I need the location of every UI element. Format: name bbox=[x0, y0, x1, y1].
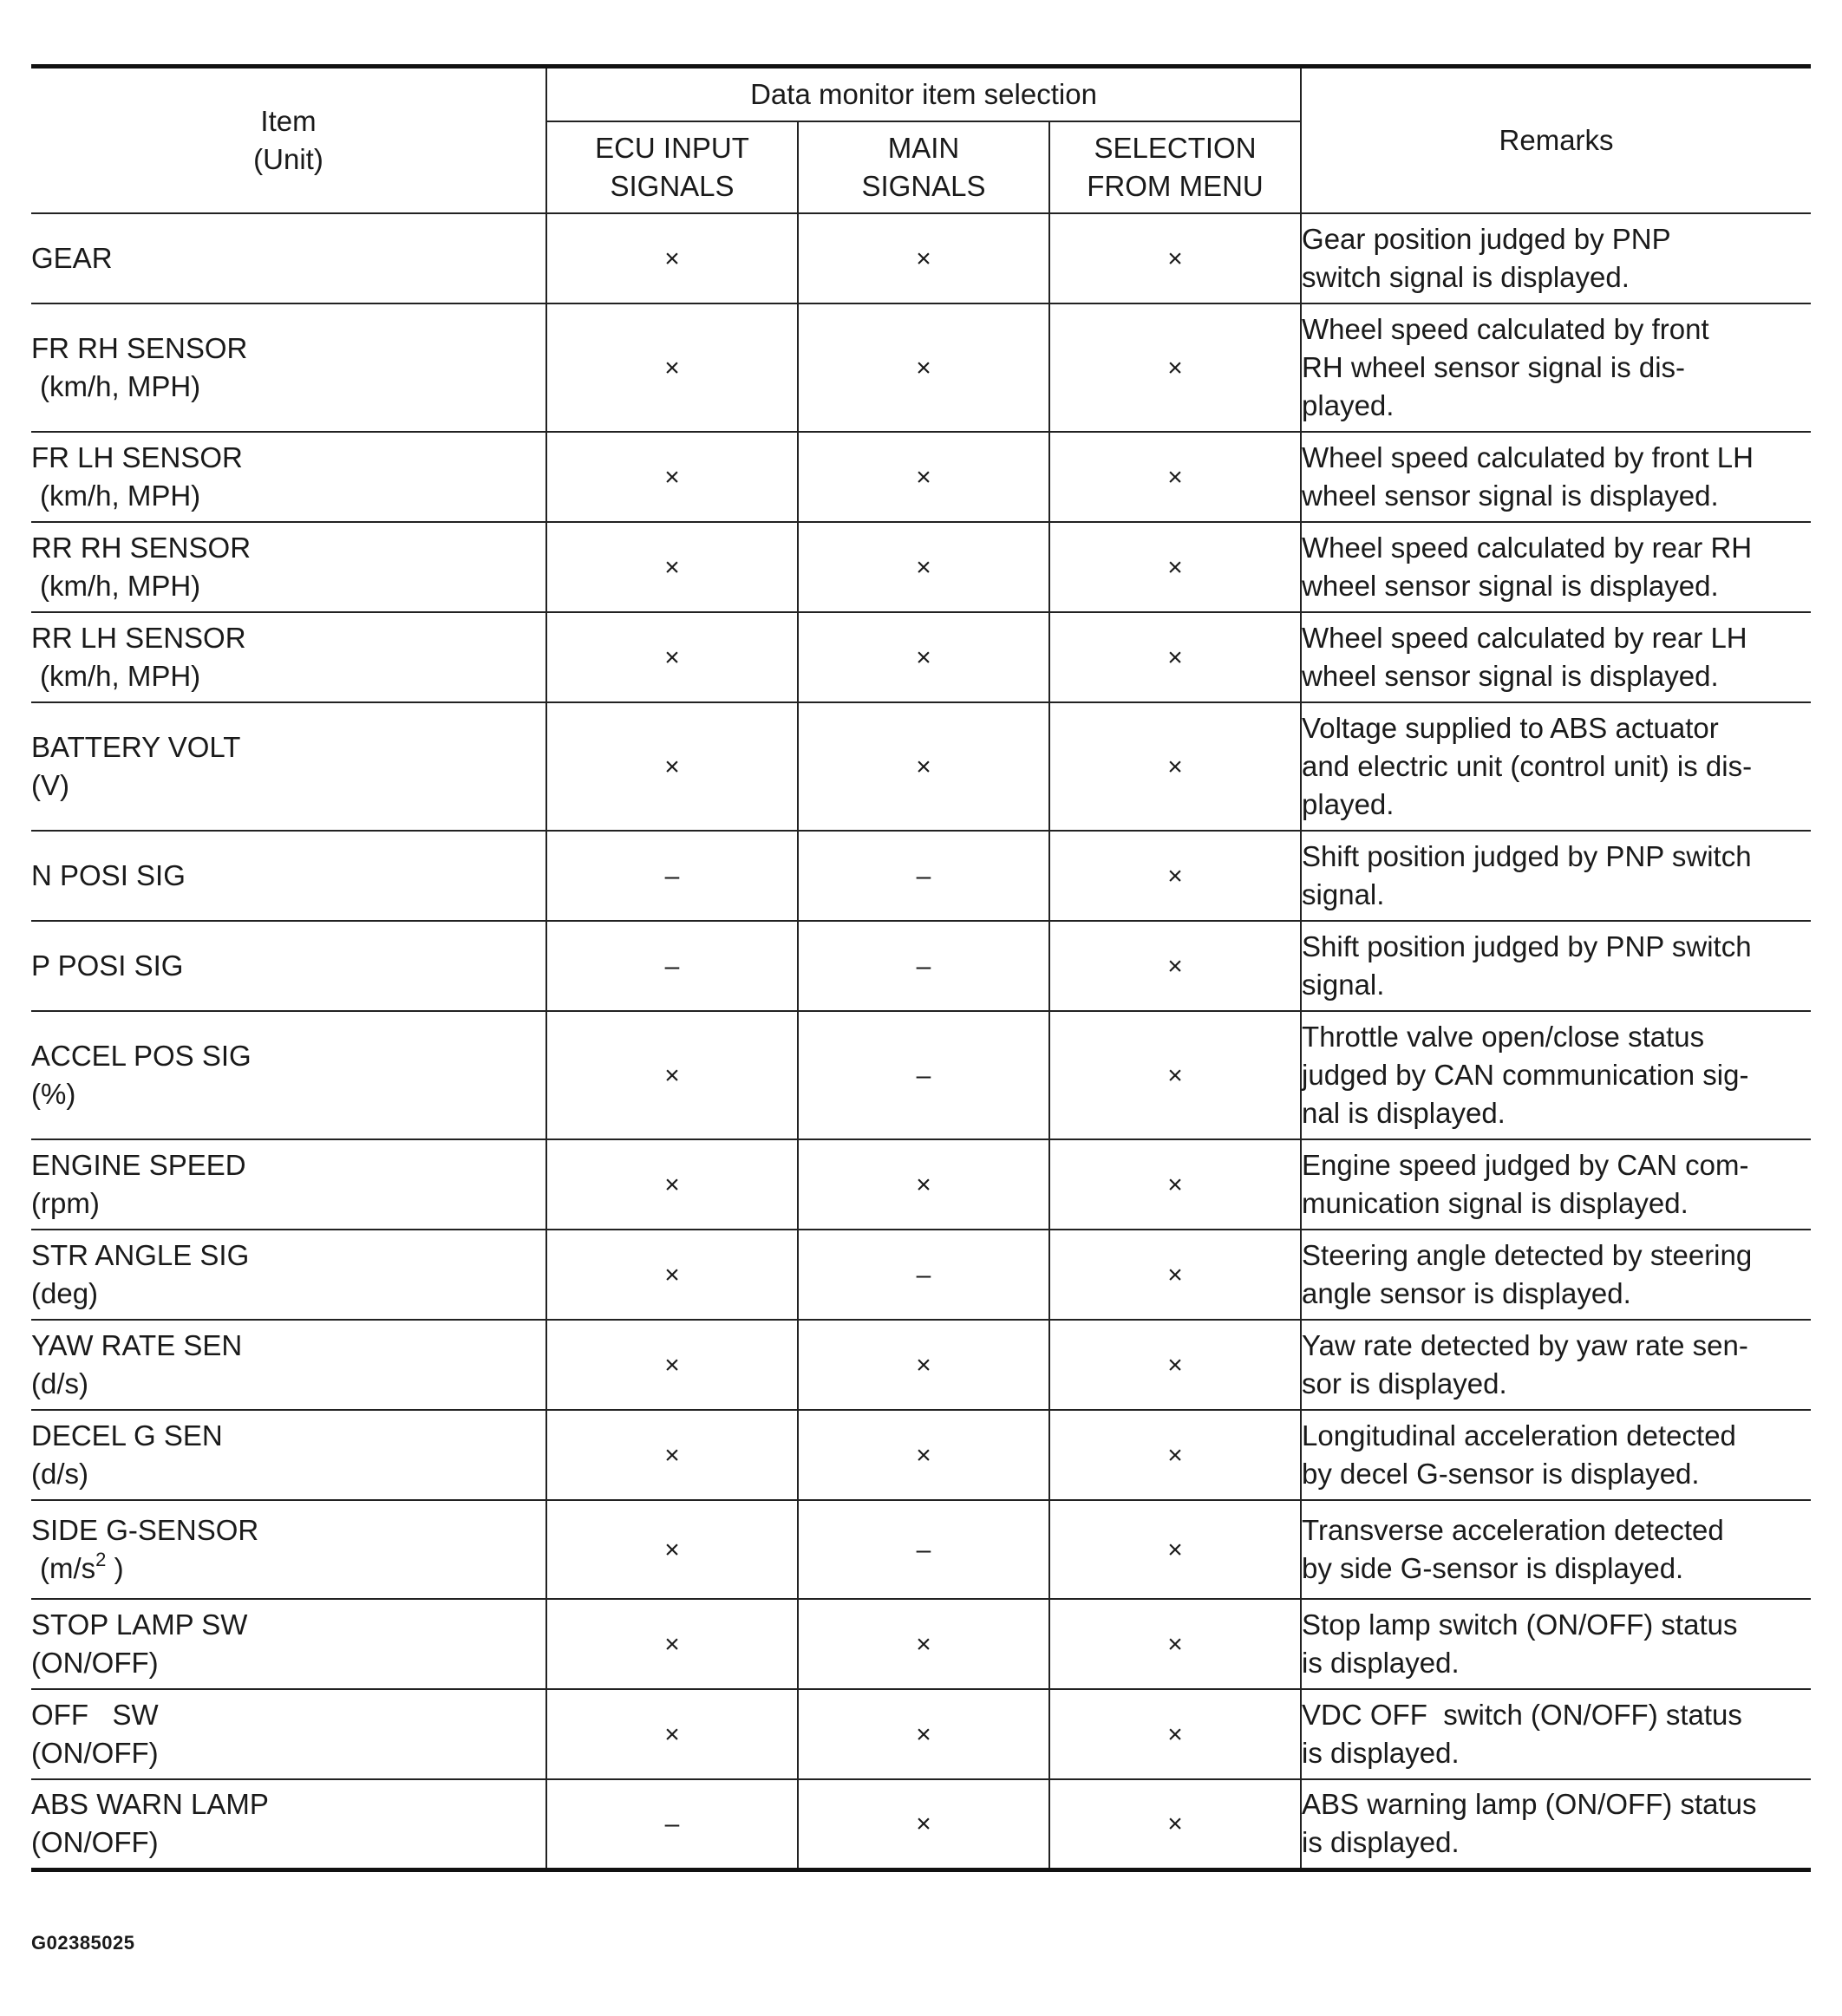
selection-menu-mark-cell bbox=[1049, 1779, 1301, 1869]
remarks-line: is displayed. bbox=[1302, 1826, 1460, 1859]
item-unit: (d/s) bbox=[31, 1367, 88, 1399]
selection-menu-mark: × bbox=[1167, 1441, 1183, 1470]
selection-menu-mark-cell bbox=[1049, 1320, 1301, 1410]
remarks-cell bbox=[1301, 1779, 1811, 1869]
selection-menu-mark: × bbox=[1167, 354, 1183, 382]
item-name: GEAR bbox=[31, 242, 113, 274]
remarks-line: munication signal is displayed. bbox=[1302, 1187, 1688, 1219]
item-cell bbox=[31, 522, 546, 612]
item-cell bbox=[31, 1599, 546, 1689]
main-signals-mark-cell bbox=[798, 612, 1049, 702]
item-name: BATTERY VOLT bbox=[31, 731, 241, 763]
remarks-line: ABS warning lamp (ON/OFF) status bbox=[1302, 1788, 1757, 1821]
table-row bbox=[31, 1689, 1811, 1779]
remarks-line: wheel sensor signal is displayed. bbox=[1302, 660, 1719, 692]
remarks-line: VDC OFF switch (ON/OFF) status bbox=[1302, 1699, 1742, 1731]
main-signals-mark-cell bbox=[798, 1500, 1049, 1599]
item-cell bbox=[31, 1320, 546, 1410]
selection-menu-mark: × bbox=[1167, 1630, 1183, 1659]
ecu-input-mark: – bbox=[664, 952, 680, 981]
main-signals-mark-cell bbox=[798, 1599, 1049, 1689]
selection-menu-mark-cell bbox=[1049, 1410, 1301, 1500]
main-signals-mark: × bbox=[916, 643, 931, 672]
selection-menu-mark: × bbox=[1167, 1061, 1183, 1090]
selection-menu-mark-cell bbox=[1049, 213, 1301, 303]
selection-menu-mark-cell bbox=[1049, 303, 1301, 432]
ecu-input-mark: × bbox=[664, 1630, 680, 1659]
item-cell bbox=[31, 303, 546, 432]
remarks-line: signal. bbox=[1302, 969, 1385, 1001]
remarks-cell bbox=[1301, 831, 1811, 921]
ecu-input-mark: – bbox=[664, 862, 680, 891]
remarks-line: signal. bbox=[1302, 878, 1385, 910]
main-signals-mark-cell bbox=[798, 432, 1049, 522]
table-row bbox=[31, 522, 1811, 612]
selection-menu-mark-cell bbox=[1049, 522, 1301, 612]
remarks-cell bbox=[1301, 432, 1811, 522]
item-cell bbox=[31, 1410, 546, 1500]
main-signals-mark-cell bbox=[798, 831, 1049, 921]
selection-menu-mark: × bbox=[1167, 1171, 1183, 1199]
remarks-cell bbox=[1301, 612, 1811, 702]
ecu-input-mark: × bbox=[664, 643, 680, 672]
header-selection-from-menu: SELECTION FROM MENU bbox=[1049, 121, 1301, 213]
table-row bbox=[31, 1779, 1811, 1869]
remarks-line: Yaw rate detected by yaw rate sen- bbox=[1302, 1329, 1748, 1361]
selection-menu-mark: × bbox=[1167, 245, 1183, 273]
remarks-line: wheel sensor signal is displayed. bbox=[1302, 570, 1719, 602]
main-signals-mark-cell bbox=[798, 1320, 1049, 1410]
main-signals-mark: × bbox=[916, 1351, 931, 1380]
remarks-cell bbox=[1301, 1410, 1811, 1500]
remarks-cell bbox=[1301, 921, 1811, 1011]
item-cell bbox=[31, 213, 546, 303]
ecu-input-mark-cell bbox=[546, 432, 798, 522]
table-row bbox=[31, 1230, 1811, 1320]
item-cell bbox=[31, 921, 546, 1011]
remarks-line: played. bbox=[1302, 788, 1395, 820]
remarks-line: Voltage supplied to ABS actuator bbox=[1302, 712, 1719, 744]
selection-menu-mark-cell bbox=[1049, 831, 1301, 921]
remarks-line: judged by CAN communication sig- bbox=[1302, 1059, 1749, 1091]
remarks-line: is displayed. bbox=[1302, 1647, 1460, 1679]
header-data-monitor-group: Data monitor item selection bbox=[546, 67, 1301, 122]
remarks-line: Wheel speed calculated by rear RH bbox=[1302, 532, 1753, 564]
table-row bbox=[31, 1500, 1811, 1599]
remarks-line: Longitudinal acceleration detected bbox=[1302, 1419, 1736, 1452]
remarks-cell bbox=[1301, 522, 1811, 612]
main-signals-mark: × bbox=[916, 1810, 931, 1839]
remarks-line: Wheel speed calculated by rear LH bbox=[1302, 622, 1747, 654]
item-unit: (V) bbox=[31, 769, 69, 801]
item-unit: (km/h, MPH) bbox=[40, 570, 201, 602]
main-signals-mark-cell bbox=[798, 1230, 1049, 1320]
header-remarks: Remarks bbox=[1301, 67, 1811, 214]
item-cell bbox=[31, 1230, 546, 1320]
ecu-input-mark-cell bbox=[546, 1011, 798, 1139]
ecu-input-mark-cell bbox=[546, 1779, 798, 1869]
ecu-input-mark: × bbox=[664, 463, 680, 492]
header-item-unit: (Unit) bbox=[253, 143, 323, 175]
ecu-input-mark-cell bbox=[546, 522, 798, 612]
ecu-input-mark: × bbox=[664, 1351, 680, 1380]
main-signals-mark: × bbox=[916, 553, 931, 582]
table-row bbox=[31, 612, 1811, 702]
header-ecu-input-signals: ECU INPUT SIGNALS bbox=[546, 121, 798, 213]
remarks-cell bbox=[1301, 1011, 1811, 1139]
main-signals-mark: × bbox=[916, 245, 931, 273]
selection-menu-mark: × bbox=[1167, 1261, 1183, 1289]
item-unit: (km/h, MPH) bbox=[40, 660, 201, 692]
main-signals-mark-cell bbox=[798, 213, 1049, 303]
header-item bbox=[31, 67, 546, 214]
remarks-line: by side G-sensor is displayed. bbox=[1302, 1552, 1684, 1584]
selection-menu-mark: × bbox=[1167, 1351, 1183, 1380]
figure-code: G02385025 bbox=[31, 1932, 135, 1954]
selection-menu-mark-cell bbox=[1049, 1139, 1301, 1230]
item-name: OFF SW bbox=[31, 1699, 159, 1731]
selection-menu-mark-cell bbox=[1049, 1011, 1301, 1139]
remarks-cell bbox=[1301, 1139, 1811, 1230]
ecu-input-mark-cell bbox=[546, 1410, 798, 1500]
data-monitor-table bbox=[31, 64, 1811, 1872]
remarks-cell bbox=[1301, 702, 1811, 831]
selection-menu-mark: × bbox=[1167, 862, 1183, 891]
remarks-line: by decel G-sensor is displayed. bbox=[1302, 1458, 1700, 1490]
remarks-cell bbox=[1301, 1599, 1811, 1689]
remarks-line: angle sensor is displayed. bbox=[1302, 1277, 1631, 1309]
item-name: FR RH SENSOR bbox=[31, 332, 248, 364]
main-signals-mark: – bbox=[916, 952, 931, 981]
item-name: DECEL G SEN bbox=[31, 1419, 223, 1452]
main-signals-mark: – bbox=[916, 862, 931, 891]
item-unit: (d/s) bbox=[31, 1458, 88, 1490]
selection-menu-mark: × bbox=[1167, 1720, 1183, 1749]
selection-menu-mark-cell bbox=[1049, 1689, 1301, 1779]
main-signals-mark-cell bbox=[798, 522, 1049, 612]
ecu-input-mark-cell bbox=[546, 1500, 798, 1599]
item-cell bbox=[31, 1779, 546, 1869]
item-name: SIDE G-SENSOR bbox=[31, 1514, 259, 1546]
header-main-signals: MAIN SIGNALS bbox=[798, 121, 1049, 213]
item-name: N POSI SIG bbox=[31, 859, 186, 891]
ecu-input-mark-cell bbox=[546, 1599, 798, 1689]
remarks-line: wheel sensor signal is displayed. bbox=[1302, 480, 1719, 512]
table-row bbox=[31, 1139, 1811, 1230]
selection-menu-mark: × bbox=[1167, 1536, 1183, 1564]
ecu-input-mark-cell bbox=[546, 702, 798, 831]
item-cell bbox=[31, 702, 546, 831]
ecu-input-mark-cell bbox=[546, 1320, 798, 1410]
ecu-input-mark: × bbox=[664, 1171, 680, 1199]
remarks-line: Transverse acceleration detected bbox=[1302, 1514, 1724, 1546]
unit-superscript: 2 bbox=[95, 1549, 107, 1570]
remarks-line: Stop lamp switch (ON/OFF) status bbox=[1302, 1608, 1738, 1641]
item-cell bbox=[31, 612, 546, 702]
remarks-line: and electric unit (control unit) is dis- bbox=[1302, 750, 1753, 782]
main-signals-mark-cell bbox=[798, 1779, 1049, 1869]
main-signals-mark: – bbox=[916, 1261, 931, 1289]
main-signals-mark-cell bbox=[798, 1139, 1049, 1230]
ecu-input-mark-cell bbox=[546, 1139, 798, 1230]
item-unit: ($m/s^2$ ) bbox=[40, 1549, 124, 1584]
main-signals-mark: × bbox=[916, 1441, 931, 1470]
main-signals-mark-cell bbox=[798, 702, 1049, 831]
remarks-line: sor is displayed. bbox=[1302, 1367, 1507, 1399]
remarks-cell bbox=[1301, 1230, 1811, 1320]
item-name: P POSI SIG bbox=[31, 949, 184, 982]
ecu-input-mark-cell bbox=[546, 213, 798, 303]
main-signals-mark: – bbox=[916, 1536, 931, 1564]
selection-menu-mark: × bbox=[1167, 1810, 1183, 1839]
ecu-input-mark: × bbox=[664, 245, 680, 273]
table-row bbox=[31, 303, 1811, 432]
table-row bbox=[31, 1599, 1811, 1689]
selection-menu-mark: × bbox=[1167, 463, 1183, 492]
remarks-line: Gear position judged by PNP bbox=[1302, 223, 1671, 255]
selection-menu-mark-cell bbox=[1049, 1500, 1301, 1599]
data-monitor-table-container bbox=[31, 64, 1811, 1872]
main-signals-mark: × bbox=[916, 1171, 931, 1199]
item-cell bbox=[31, 1689, 546, 1779]
ecu-input-mark: – bbox=[664, 1810, 680, 1839]
selection-menu-mark: × bbox=[1167, 753, 1183, 781]
main-signals-mark-cell bbox=[798, 303, 1049, 432]
ecu-input-mark-cell bbox=[546, 1689, 798, 1779]
table-row bbox=[31, 1320, 1811, 1410]
item-name: STR ANGLE SIG bbox=[31, 1239, 250, 1271]
item-name: YAW RATE SEN bbox=[31, 1329, 243, 1361]
header-item-title: Item bbox=[260, 105, 317, 137]
item-cell bbox=[31, 1011, 546, 1139]
ecu-input-mark-cell bbox=[546, 1230, 798, 1320]
main-signals-mark-cell bbox=[798, 1689, 1049, 1779]
main-signals-mark: × bbox=[916, 1630, 931, 1659]
item-name: RR LH SENSOR bbox=[31, 622, 246, 654]
table-row bbox=[31, 432, 1811, 522]
item-name: FR LH SENSOR bbox=[31, 441, 243, 473]
item-unit: (ON/OFF) bbox=[31, 1647, 159, 1679]
ecu-input-mark: × bbox=[664, 1261, 680, 1289]
table-row bbox=[31, 831, 1811, 921]
selection-menu-mark-cell bbox=[1049, 921, 1301, 1011]
remarks-cell bbox=[1301, 1689, 1811, 1779]
ecu-input-mark: × bbox=[664, 553, 680, 582]
item-name: ENGINE SPEED bbox=[31, 1149, 246, 1181]
main-signals-mark: × bbox=[916, 463, 931, 492]
remarks-line: nal is displayed. bbox=[1302, 1097, 1506, 1129]
ecu-input-mark-cell bbox=[546, 831, 798, 921]
ecu-input-mark-cell bbox=[546, 303, 798, 432]
item-cell bbox=[31, 1500, 546, 1599]
main-signals-mark: – bbox=[916, 1061, 931, 1090]
selection-menu-mark: × bbox=[1167, 553, 1183, 582]
item-name: ABS WARN LAMP bbox=[31, 1788, 269, 1821]
main-signals-mark: × bbox=[916, 753, 931, 781]
remarks-line: Throttle valve open/close status bbox=[1302, 1021, 1705, 1053]
item-unit: (rpm) bbox=[31, 1187, 100, 1219]
main-signals-mark: × bbox=[916, 354, 931, 382]
remarks-line: Shift position judged by PNP switch bbox=[1302, 840, 1752, 872]
remarks-line: Shift position judged by PNP switch bbox=[1302, 930, 1752, 962]
main-signals-mark: × bbox=[916, 1720, 931, 1749]
remarks-line: Wheel speed calculated by front bbox=[1302, 313, 1709, 345]
table-row bbox=[31, 1410, 1811, 1500]
remarks-line: switch signal is displayed. bbox=[1302, 261, 1630, 293]
remarks-line: played. bbox=[1302, 389, 1395, 421]
ecu-input-mark: × bbox=[664, 1061, 680, 1090]
item-unit: (ON/OFF) bbox=[31, 1826, 159, 1859]
ecu-input-mark: × bbox=[664, 1720, 680, 1749]
table-row bbox=[31, 1011, 1811, 1139]
remarks-cell bbox=[1301, 213, 1811, 303]
table-row bbox=[31, 921, 1811, 1011]
selection-menu-mark-cell bbox=[1049, 702, 1301, 831]
main-signals-mark-cell bbox=[798, 1410, 1049, 1500]
selection-menu-mark: × bbox=[1167, 952, 1183, 981]
remarks-line: RH wheel sensor signal is dis- bbox=[1302, 351, 1686, 383]
item-cell bbox=[31, 432, 546, 522]
item-cell bbox=[31, 1139, 546, 1230]
selection-menu-mark-cell bbox=[1049, 1230, 1301, 1320]
table-row bbox=[31, 702, 1811, 831]
item-unit: (km/h, MPH) bbox=[40, 370, 201, 402]
remarks-line: is displayed. bbox=[1302, 1737, 1460, 1769]
selection-menu-mark: × bbox=[1167, 643, 1183, 672]
main-signals-mark-cell bbox=[798, 921, 1049, 1011]
remarks-line: Engine speed judged by CAN com- bbox=[1302, 1149, 1749, 1181]
item-unit: (ON/OFF) bbox=[31, 1737, 159, 1769]
item-name: STOP LAMP SW bbox=[31, 1608, 248, 1641]
remarks-line: Steering angle detected by steering bbox=[1302, 1239, 1753, 1271]
remarks-cell bbox=[1301, 1500, 1811, 1599]
selection-menu-mark-cell bbox=[1049, 1599, 1301, 1689]
remarks-line: Wheel speed calculated by front LH bbox=[1302, 441, 1754, 473]
ecu-input-mark-cell bbox=[546, 612, 798, 702]
ecu-input-mark: × bbox=[664, 1441, 680, 1470]
item-unit: (deg) bbox=[31, 1277, 99, 1309]
selection-menu-mark-cell bbox=[1049, 612, 1301, 702]
table-body bbox=[31, 213, 1811, 1869]
item-unit: (km/h, MPH) bbox=[40, 480, 201, 512]
ecu-input-mark: × bbox=[664, 1536, 680, 1564]
item-unit: (%) bbox=[31, 1078, 76, 1110]
selection-menu-mark-cell bbox=[1049, 432, 1301, 522]
ecu-input-mark: × bbox=[664, 753, 680, 781]
remarks-cell bbox=[1301, 303, 1811, 432]
ecu-input-mark: × bbox=[664, 354, 680, 382]
item-name: RR RH SENSOR bbox=[31, 532, 251, 564]
main-signals-mark-cell bbox=[798, 1011, 1049, 1139]
item-cell bbox=[31, 831, 546, 921]
remarks-cell bbox=[1301, 1320, 1811, 1410]
table-row bbox=[31, 213, 1811, 303]
item-name: ACCEL POS SIG bbox=[31, 1040, 251, 1072]
ecu-input-mark-cell bbox=[546, 921, 798, 1011]
